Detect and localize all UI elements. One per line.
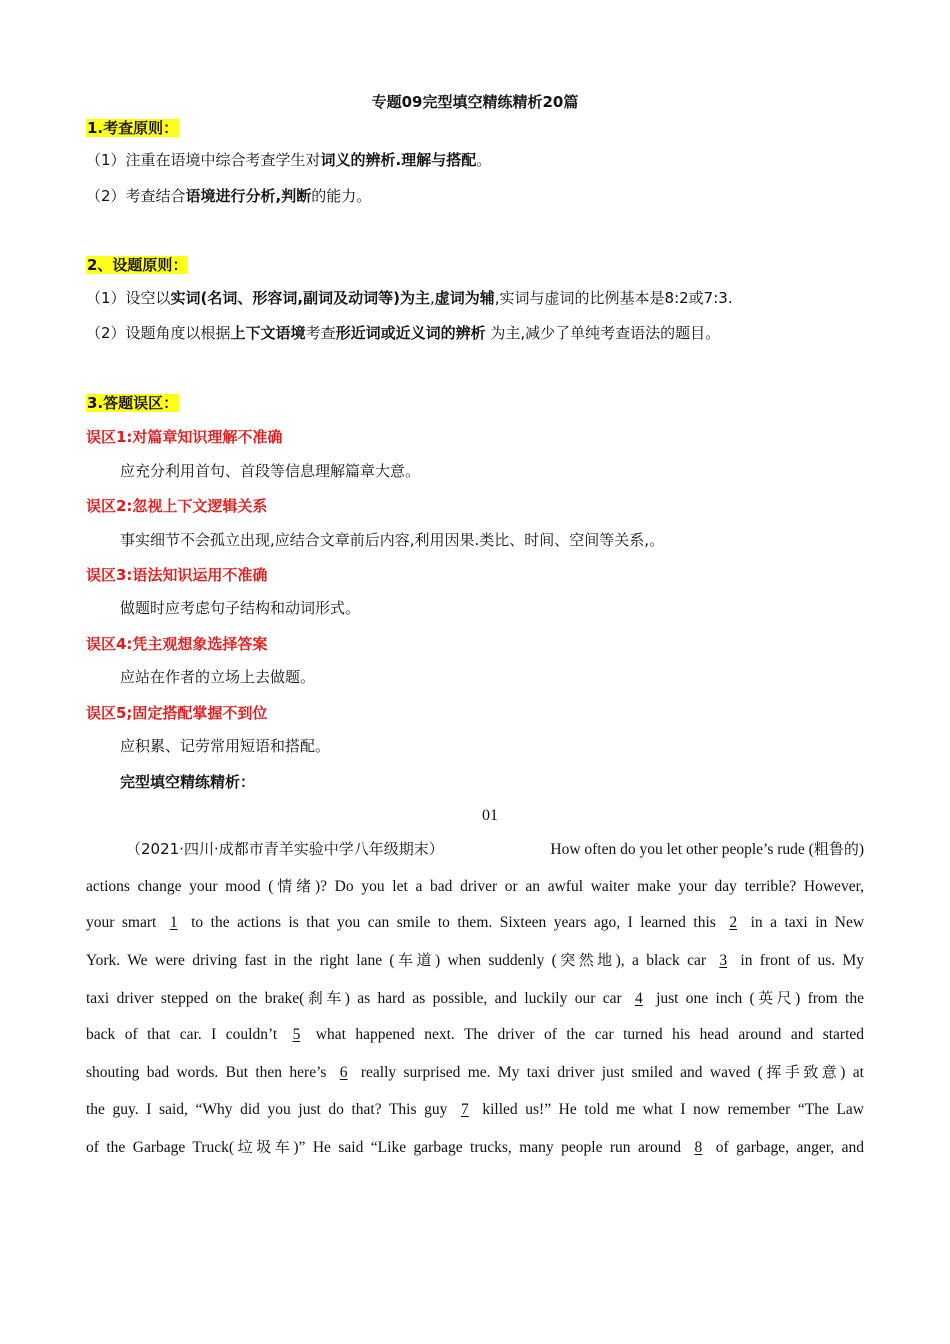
- passage-number: 01: [482, 807, 498, 824]
- passage-line-2: actions change your mood (情绪)? Do you let a bad driver or an awful waiter make your day terrible? However,: [86, 877, 864, 895]
- blank-8[interactable]: 8: [694, 1139, 703, 1156]
- mistake-2-label: 误区2:忽视上下文逻辑关系: [86, 497, 268, 515]
- passage-line-9: of the Garbage Truck(垃圾车)” He said “Like garbage trucks, many people run around 8 of garbage, anger, and: [86, 1136, 864, 1159]
- section-1-point-2: （2）考查结合语境进行分析,判断的能力。: [86, 187, 372, 205]
- practice-heading: 完型填空精练精析：: [120, 773, 256, 791]
- passage-line-3: your smart 1 to the actions is that you can smile to them. Sixteen years ago, I learned this 2 in a taxi in New: [86, 912, 864, 934]
- section-2-point-2: （2）设题角度以根据上下文语境考查形近词或近义词的辨析 为主,减少了单纯考查语法的题目。: [86, 324, 721, 342]
- mistake-4-advice: 应站在作者的立场上去做题。: [120, 668, 316, 686]
- section-1-heading-text: 1.考查原则：: [87, 119, 179, 137]
- section-1-point-1: （1）注重在语境中综合考查学生对词义的辨析.理解与搭配。: [86, 151, 492, 169]
- blank-1[interactable]: 1: [169, 914, 178, 931]
- mistake-5-advice: 应积累、记劳常用短语和搭配。: [120, 737, 331, 755]
- mistake-1-label: 误区1:对篇章知识理解不准确: [86, 428, 283, 446]
- blank-4[interactable]: 4: [634, 990, 643, 1007]
- mistake-1-advice: 应充分利用首句、首段等信息理解篇章大意。: [120, 462, 421, 480]
- mistake-3-label: 误区3:语法知识运用不准确: [86, 566, 268, 584]
- blank-5[interactable]: 5: [292, 1026, 301, 1043]
- page-title: 专题09完型填空精练精析20篇: [371, 93, 579, 111]
- mistake-3-advice: 做题时应考虑句子结构和动词形式。: [120, 599, 361, 617]
- section-2-heading: [86, 255, 188, 275]
- blank-2[interactable]: 2: [729, 914, 738, 931]
- passage-source: （2021·四川·成都市青羊实验中学八年级期末）: [126, 840, 444, 858]
- passage-line-6: back of that car. I couldn’t 5 what happened next. The driver of the car turned his head around and started: [86, 1024, 864, 1046]
- section-3-heading-text: 3.答题误区：: [87, 394, 179, 412]
- passage-line-8: the guy. I said, “Why did you just do that? This guy 7 killed us!” He told me what I now remember “The Law: [86, 1099, 864, 1121]
- passage-line-7: shouting bad words. But then here’s 6 really surprised me. My taxi driver just smiled and waved (挥手致意) at: [86, 1061, 864, 1084]
- passage-line-5: taxi driver stepped on the brake(刹车) as hard as possible, and luckily our car 4 just one inch (英尺) from the: [86, 987, 864, 1010]
- passage-line-4: York. We were driving fast in the right lane (车道) when suddenly (突然地), a black car 3 in front of us. My: [86, 949, 864, 972]
- section-2-point-1: （1）设空以实词(名词、形容词,副词及动词等)为主,虚词为辅,实词与虚词的比例基本是8:2或7:3.: [86, 289, 733, 307]
- section-2-heading-text: 2、设题原则：: [87, 256, 188, 274]
- section-3-heading: [86, 393, 179, 413]
- blank-3[interactable]: 3: [719, 952, 728, 969]
- mistake-4-label: 误区4:凭主观想象选择答案: [86, 635, 268, 653]
- blank-7[interactable]: 7: [460, 1101, 469, 1118]
- mistake-2-advice: 事实细节不会孤立出现,应结合文章前后内容,利用因果.类比、时间、空间等关系,。: [120, 531, 665, 549]
- section-1-heading: [86, 118, 179, 138]
- mistake-5-label: 误区5;固定搭配掌握不到位: [86, 704, 268, 722]
- passage-line-1: （2021·四川·成都市青羊实验中学八年级期末） How often do you let other people’s rude (粗鲁的): [126, 840, 864, 858]
- blank-6[interactable]: 6: [339, 1064, 348, 1081]
